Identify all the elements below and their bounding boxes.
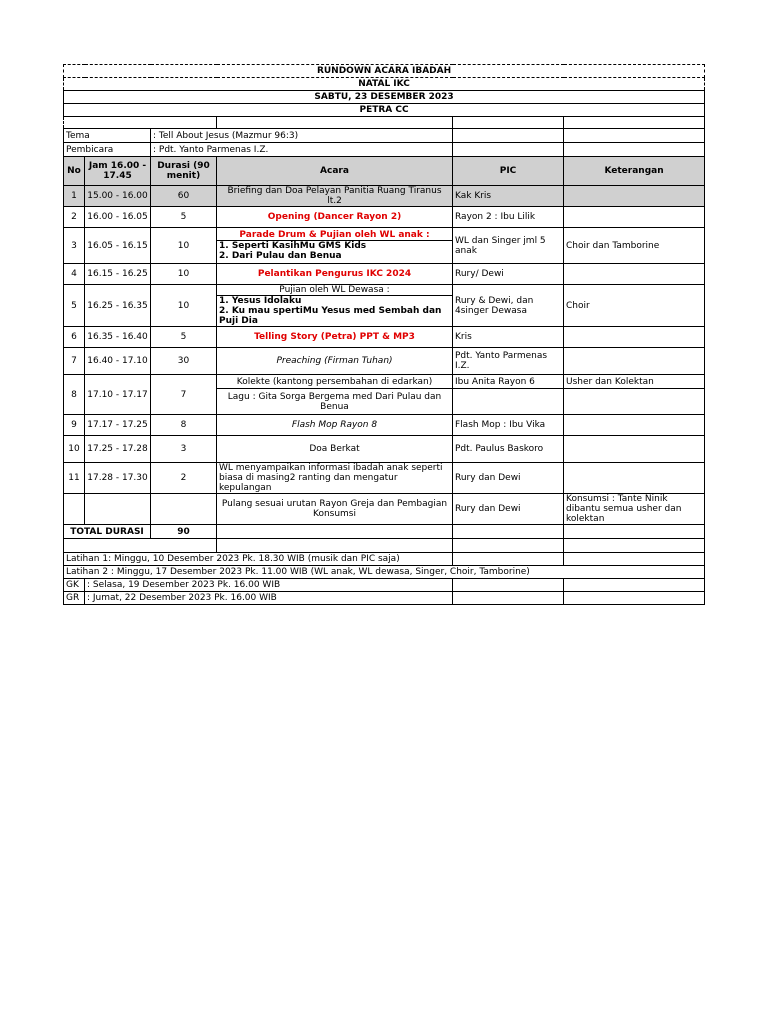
row-durasi: 7: [151, 375, 217, 415]
row-acara-sub1: 1. Seperti KasihMu GMS Kids: [217, 240, 452, 251]
row-pic: Kak Kris: [453, 186, 564, 207]
row-acara: Telling Story (Petra) PPT & MP3: [217, 327, 453, 348]
row-acara-2: Lagu : Gita Sorga Bergema med Dari Pulau dan Benua: [217, 389, 453, 415]
row-acara: Pulang sesuai urutan Rayon Greja dan Pembagian Konsumsi: [217, 494, 453, 525]
header-no: No: [64, 157, 85, 186]
row-no: 7: [64, 348, 85, 375]
pembicara-value: : Pdt. Yanto Parmenas I.Z.: [151, 143, 453, 157]
table-row: [64, 348, 705, 375]
row-acara-sub2: 2. Dari Pulau dan Benua: [219, 251, 342, 261]
table-row: [64, 375, 705, 389]
row-acara: Kolekte (kantong persembahan di edarkan): [217, 375, 453, 389]
row-durasi: 5: [151, 327, 217, 348]
row-pic: Rury/ Dewi: [453, 264, 564, 285]
row-jam: 17.25 - 17.28: [85, 436, 151, 463]
row-jam: 16.15 - 16.25: [85, 264, 151, 285]
row-ket: [564, 463, 705, 494]
table-row: [64, 207, 705, 228]
row-jam: [85, 494, 151, 525]
row-durasi: 10: [151, 228, 217, 264]
header-durasi: Durasi (90 menit): [151, 157, 217, 186]
row-no: 5: [64, 285, 85, 327]
rundown-table: [63, 64, 705, 605]
header-jam: Jam 16.00 - 17.45: [85, 157, 151, 186]
total-label: TOTAL DURASI: [64, 525, 151, 539]
row-acara: Flash Mop Rayon 8: [217, 415, 453, 436]
row-pic: Kris: [453, 327, 564, 348]
row-ket: [564, 415, 705, 436]
row-no: 2: [64, 207, 85, 228]
header-keterangan: Keterangan: [564, 157, 705, 186]
row-no: 4: [64, 264, 85, 285]
row-no: 11: [64, 463, 85, 494]
table-row: [64, 436, 705, 463]
row-ket: [564, 327, 705, 348]
latihan-1: Latihan 1: Minggu, 10 Desember 2023 Pk. 18.30 WIB (musik dan PIC saja): [64, 553, 453, 566]
row-acara: Preaching (Firman Tuhan): [217, 348, 453, 375]
title-line-1: RUNDOWN ACARA IBADAH: [64, 65, 705, 78]
row-pic: Pdt. Yanto Parmenas I.Z.: [453, 348, 564, 375]
row-ket: [564, 207, 705, 228]
row-ket: Konsumsi : Tante Ninik dibantu semua usher dan kolektan: [564, 494, 705, 525]
row-no: 8: [64, 375, 85, 415]
row-no: [64, 494, 85, 525]
row-ket: Usher dan Kolektan: [564, 375, 705, 389]
table-row: [64, 463, 705, 494]
total-value: 90: [151, 525, 217, 539]
latihan-2-row: [64, 566, 705, 579]
gk-row: [64, 579, 705, 592]
row-jam: 16.40 - 17.10: [85, 348, 151, 375]
row-acara: WL menyampaikan informasi ibadah anak seperti biasa di masing2 ranting dan mengatur kepulangan: [217, 463, 453, 494]
row-acara-title: Parade Drum & Pujian oleh WL anak :: [239, 230, 430, 240]
row-pic: Ibu Anita Rayon 6: [453, 375, 564, 389]
row-ket: [564, 264, 705, 285]
row-jam: 16.00 - 16.05: [85, 207, 151, 228]
row-jam: 16.35 - 16.40: [85, 327, 151, 348]
row-acara: [217, 228, 453, 264]
row-jam: 17.28 - 17.30: [85, 463, 151, 494]
gk-label: GK: [64, 579, 85, 592]
row-jam: 16.25 - 16.35: [85, 285, 151, 327]
table-row: [64, 327, 705, 348]
gr-row: [64, 592, 705, 605]
row-jam: 17.17 - 17.25: [85, 415, 151, 436]
table-row: [64, 494, 705, 525]
row-durasi: 60: [151, 186, 217, 207]
row-durasi: [151, 494, 217, 525]
latihan-1-row: [64, 553, 705, 566]
latihan-2: Latihan 2 : Minggu, 17 Desember 2023 Pk. 11.00 WIB (WL anak, WL dewasa, Singer, Choir, Tamborine): [64, 566, 705, 579]
title-line-2: NATAL IKC: [64, 78, 705, 91]
row-jam: 17.10 - 17.17: [85, 375, 151, 415]
row-ket: [564, 436, 705, 463]
row-no: 10: [64, 436, 85, 463]
row-pic: Rury dan Dewi: [453, 463, 564, 494]
row-pic: Flash Mop : Ibu Vika: [453, 415, 564, 436]
total-row: [64, 525, 705, 539]
title-line-3: SABTU, 23 DESEMBER 2023: [64, 91, 705, 104]
row-no: 9: [64, 415, 85, 436]
row-durasi: 2: [151, 463, 217, 494]
row-acara: Doa Berkat: [217, 436, 453, 463]
row-ket: Choir: [564, 285, 705, 327]
row-no: 3: [64, 228, 85, 264]
row-durasi: 3: [151, 436, 217, 463]
row-durasi: 10: [151, 264, 217, 285]
row-pic: Rury dan Dewi: [453, 494, 564, 525]
row-no: 1: [64, 186, 85, 207]
row-acara: Briefing dan Doa Pelayan Panitia Ruang Tiranus lt.2: [217, 186, 453, 207]
row-no: 6: [64, 327, 85, 348]
row-pic: Rayon 2 : Ibu Lilik: [453, 207, 564, 228]
row-durasi: 10: [151, 285, 217, 327]
rundown-sheet: [63, 64, 704, 605]
header-pic: PIC: [453, 157, 564, 186]
table-header: [64, 157, 705, 186]
row-pic: Pdt. Paulus Baskoro: [453, 436, 564, 463]
row-jam: 16.05 - 16.15: [85, 228, 151, 264]
row-pic: Rury & Dewi, dan 4singer Dewasa: [453, 285, 564, 327]
row-acara-sub2: 2. Ku mau spertiMu Yesus med Sembah dan Puji Dia: [219, 306, 442, 326]
tema-value: : Tell About Jesus (Mazmur 96:3): [151, 129, 453, 143]
table-row: [64, 285, 705, 327]
gr-label: GR: [64, 592, 85, 605]
row-pic: WL dan Singer jml 5 anak: [453, 228, 564, 264]
header-acara: Acara: [217, 157, 453, 186]
row-acara-sub1: 1. Yesus Idolaku: [217, 295, 452, 306]
row-ket: [564, 348, 705, 375]
pembicara-label: Pembicara: [64, 143, 151, 157]
row-ket: [564, 186, 705, 207]
row-jam: 15.00 - 16.00: [85, 186, 151, 207]
gr-value: : Jumat, 22 Desember 2023 Pk. 16.00 WIB: [85, 592, 453, 605]
tema-label: Tema: [64, 129, 151, 143]
table-row: [64, 264, 705, 285]
table-row: [64, 415, 705, 436]
row-durasi: 5: [151, 207, 217, 228]
row-acara-title: Pujian oleh WL Dewasa :: [279, 285, 390, 295]
table-row: [64, 228, 705, 264]
gk-value: : Selasa, 19 Desember 2023 Pk. 16.00 WIB: [85, 579, 453, 592]
row-durasi: 30: [151, 348, 217, 375]
row-durasi: 8: [151, 415, 217, 436]
row-acara: Opening (Dancer Rayon 2): [217, 207, 453, 228]
row-ket: Choir dan Tamborine: [564, 228, 705, 264]
table-row: [64, 186, 705, 207]
title-line-4: PETRA CC: [64, 104, 705, 117]
row-acara: [217, 285, 453, 327]
row-acara: Pelantikan Pengurus IKC 2024: [217, 264, 453, 285]
